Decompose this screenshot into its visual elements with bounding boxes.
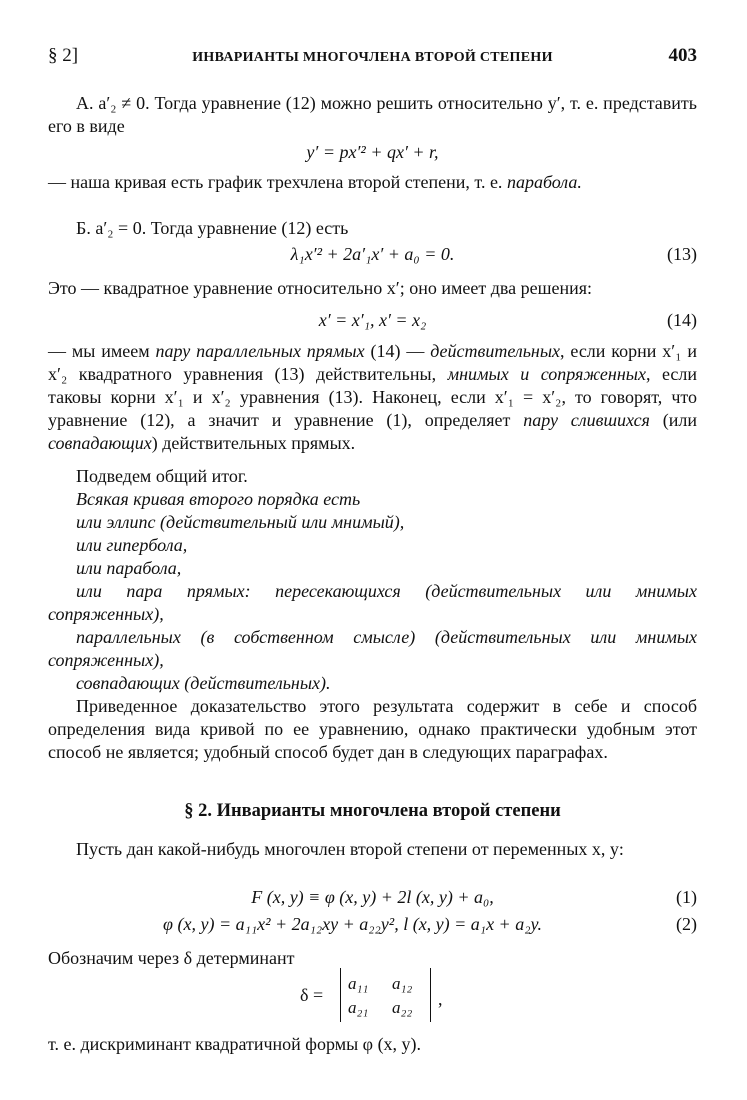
term-parallel-lines: пару параллельных прямых (155, 341, 365, 361)
term-imaginary-conjugate: мнимых и сопряженных (447, 364, 646, 384)
summary-line: или парабола, (76, 558, 182, 578)
term-parabola: парабола. (506, 172, 582, 192)
closing-paragraph: Приведенное доказательство этого результата содержит в себе и способ определения вида кривой по ее уравнению, однако практически удобным этот способ не является; удобный способ будет дан в следующих параграфах. (48, 696, 697, 762)
determinant-intro: Обозначим через δ детерминант (48, 948, 295, 968)
equation-parabola: y′ = px′² + qx′ + r, (306, 142, 439, 162)
running-header (48, 44, 697, 68)
summary-list (48, 488, 697, 580)
equation-1-number: (1) (676, 887, 697, 907)
det-cell-a22: a₂₂ (392, 998, 413, 1017)
equation-13-row (48, 243, 697, 267)
text-span: (или (649, 410, 698, 430)
term-real: действительных (430, 341, 561, 361)
case-a-conclusion (48, 171, 697, 194)
equation-13-number: (13) (667, 244, 697, 264)
parallel-lines-paragraph (48, 340, 697, 455)
equation-2-number: (2) (676, 914, 697, 934)
summary-intro: Подведем общий итог. (76, 466, 248, 486)
case-b-paragraph: Б. a′₂ = 0. Тогда уравнение (12) есть (76, 218, 349, 238)
page-number: 403 (668, 45, 697, 66)
quadratic-paragraph: Это — квадратное уравнение относительно x′; оно имеет два решения: (48, 278, 593, 298)
text-span: ) действительных прямых. (151, 433, 356, 453)
summary-line: Всякая кривая второго порядка есть (76, 489, 361, 509)
case-a-conclusion-text: — наша кривая есть график трехчлена второй степени, т. е. (48, 172, 507, 192)
summary-coincident-line: совпадающих (действительных). (76, 673, 331, 693)
equation-13: λ₁x′² + 2a′₁x′ + a₀ = 0. (290, 244, 455, 264)
det-cell-a12: a₁₂ (392, 974, 413, 993)
header-title: ИНВАРИАНТЫ МНОГОЧЛЕНА ВТОРОЙ СТЕПЕНИ (192, 50, 553, 65)
section2-intro: Пусть дан какой-нибудь многочлен второй степени от переменных x, y: (76, 839, 624, 859)
equation-14-row (48, 309, 697, 333)
summary-pair-line: или пара прямых: пересекающихся (действительных или мнимых сопряженных), (48, 581, 697, 624)
equation-1-row (48, 886, 697, 910)
text-span: — мы имеем (48, 341, 156, 361)
det-cell-a21: a₂₁ (348, 998, 369, 1017)
equation-1: F (x, y) ≡ φ (x, y) + 2l (x, y) + a₀, (251, 887, 494, 907)
determinant-label: δ = (300, 985, 324, 1005)
case-a-paragraph: А. a′₂ ≠ 0. Тогда уравнение (12) можно решить относительно y′, т. е. представить его в виде (48, 93, 697, 136)
equation-2: φ (x, y) = a₁₁x² + 2a₁₂xy + a₂₂y², l (x, y) = a₁x + a₂y. (163, 914, 542, 934)
summary-line: или гипербола, (76, 535, 188, 555)
determinant-left-bar (340, 968, 341, 1022)
term-merged-pair: пару слившихся (523, 410, 650, 430)
equation-parabola-row (48, 141, 697, 165)
equation-14: x′ = x′₁, x′ = x₂ (318, 310, 427, 330)
text-span: , если корни x′₁ и x′₂ квадратного уравнения (13) действительны, (48, 341, 697, 384)
determinant-comma: , (438, 989, 443, 1009)
term-coincident: совпадающих (48, 433, 152, 453)
equation-2-row (48, 913, 697, 937)
section-heading: § 2. Инварианты многочлена второй степени (184, 801, 561, 821)
text-span: (14) — (364, 341, 431, 361)
text-span: , если таковы корни x′₁ и x′₂ уравнения (13). Наконец, если x′₁ = x′₂, то говорят, что уравнение (12), а значит и уравнение (1), определяет (48, 364, 697, 430)
summary-line: или эллипс (действительный или мнимый), (76, 512, 405, 532)
final-line: т. е. дискриминант квадратичной формы φ (x, y). (48, 1034, 422, 1054)
summary-parallel-line: параллельных (в собственном смысле) (действительных или мнимых сопряженных), (48, 627, 697, 670)
determinant-right-bar (430, 968, 431, 1022)
determinant (300, 968, 500, 1022)
header-section-ref: § 2] (48, 45, 79, 66)
det-cell-a11: a₁₁ (348, 974, 369, 993)
equation-14-number: (14) (667, 310, 697, 330)
